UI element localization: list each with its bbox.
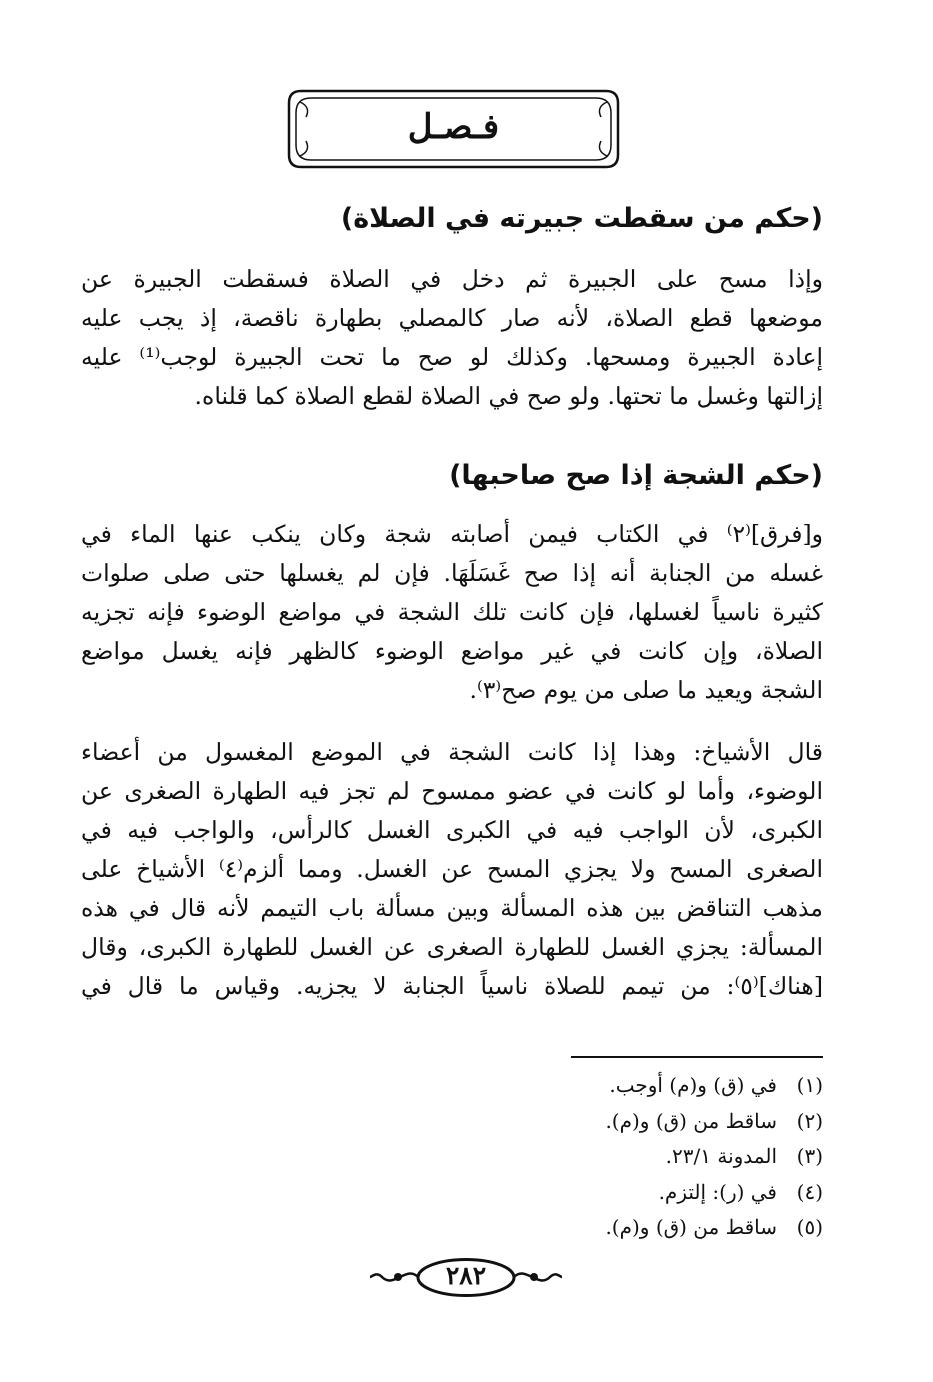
chapter-title: فـصـل [407,107,500,147]
footnotes [423,1068,823,1246]
footnote-item [423,1139,823,1175]
text-line: وإذا مسح على الجبيرة ثم دخل في الصلاة فسقطت الجبيرة عن [81,265,823,293]
text-line: الكبرى، لأن الواجب فيه في الكبرى الغسل كالرأس، والواجب فيه في [81,816,823,844]
text-line: الصلاة، وإن كانت في غير مواضع الوضوء كالظهر فإنه يغسل مواضع [81,637,823,665]
footnote-text: ساقط من (ق) و(م). [605,1215,777,1239]
footnote-text: ساقط من (ق) و(م). [605,1108,777,1133]
text-line: الصغرى المسح ولا يجزي المسح عن الغسل. ومما ألزم⁽٤⁾ الأشياخ على [81,855,823,883]
text-line: كثيرة ناسياً لغسلها، فإن كانت تلك الشجة في مواضع الوضوء فإنه تجزيه [81,598,823,626]
footnote-item [423,1104,823,1140]
footnote-text: المدونة ٢٣/١. [665,1144,777,1168]
footnote-item [423,1175,823,1211]
footnote-separator [571,1056,823,1058]
footnote-text: في (ر): إلتزم. [658,1179,777,1204]
paragraph-head-wound [81,515,823,710]
footnote-item [423,1210,823,1246]
text-line: غسله من الجنابة أنه إذا صح غَسَلَهَا. فإن لم يغسلها حتى صلى صلوات [81,559,823,587]
footnote-number: (٤) [796,1179,823,1204]
footnote-text: في (ق) و(م) أوجب. [609,1073,777,1097]
section-heading-head-wound: (حكم الشجة إذا صح صاحبها) [449,460,823,491]
page-number: ٢٨٢ [445,1261,487,1290]
text-line: و[فرق]⁽٢⁾ في الكتاب فيمن أصابته شجة وكان ينكب عنها الماء في [81,520,823,548]
text-line: موضعها قطع الصلاة، لأنه صار كالمصلي بطهارة ناقصة، إذ يجب عليه [81,304,823,332]
paragraph-fallen-splint [81,260,823,416]
text-line: إعادة الجبيرة ومسحها. وكذلك لو صح ما تحت الجبيرة لوجب⁽¹⁾ عليه [81,343,824,371]
footnote-item [423,1068,823,1104]
page-number-ornament [368,1255,564,1300]
text-line: إزالتها وغسل ما تحتها. ولو صح في الصلاة لقطع الصلاة كما قلناه. [194,382,823,410]
paragraph-shaykhs-opinion [81,733,823,1006]
footnote-number: (٣) [796,1144,823,1168]
text-line: الشجة ويعيد ما صلى من يوم صح⁽٣⁾. [469,676,823,704]
footnote-number: (٥) [796,1215,823,1239]
footnote-number: (١) [796,1073,823,1097]
text-line: قال الأشياخ: وهذا إذا كانت الشجة في الموضع المغسول من أعضاء [81,738,823,766]
text-line: الوضوء، وأما لو كانت في عضو ممسوح لم تجز فيه الطهارة الصغرى عن [81,777,823,805]
text-line: مذهب التناقض بين هذه المسألة وبين مسألة باب التيمم لأنه قال في هذه [81,894,823,922]
section-heading-fallen-splint: (حكم من سقطت جبيرته في الصلاة) [340,203,823,234]
chapter-title-frame [287,89,620,169]
text-line: [هناك]⁽٥⁾: من تيمم للصلاة ناسياً الجنابة لا يجزيه. وقياس ما قال في [81,972,823,1000]
text-line: المسألة: يجزي الغسل للطهارة الصغرى عن الغسل للطهارة الكبرى، وقال [81,933,823,961]
footnote-number: (٢) [796,1108,823,1133]
